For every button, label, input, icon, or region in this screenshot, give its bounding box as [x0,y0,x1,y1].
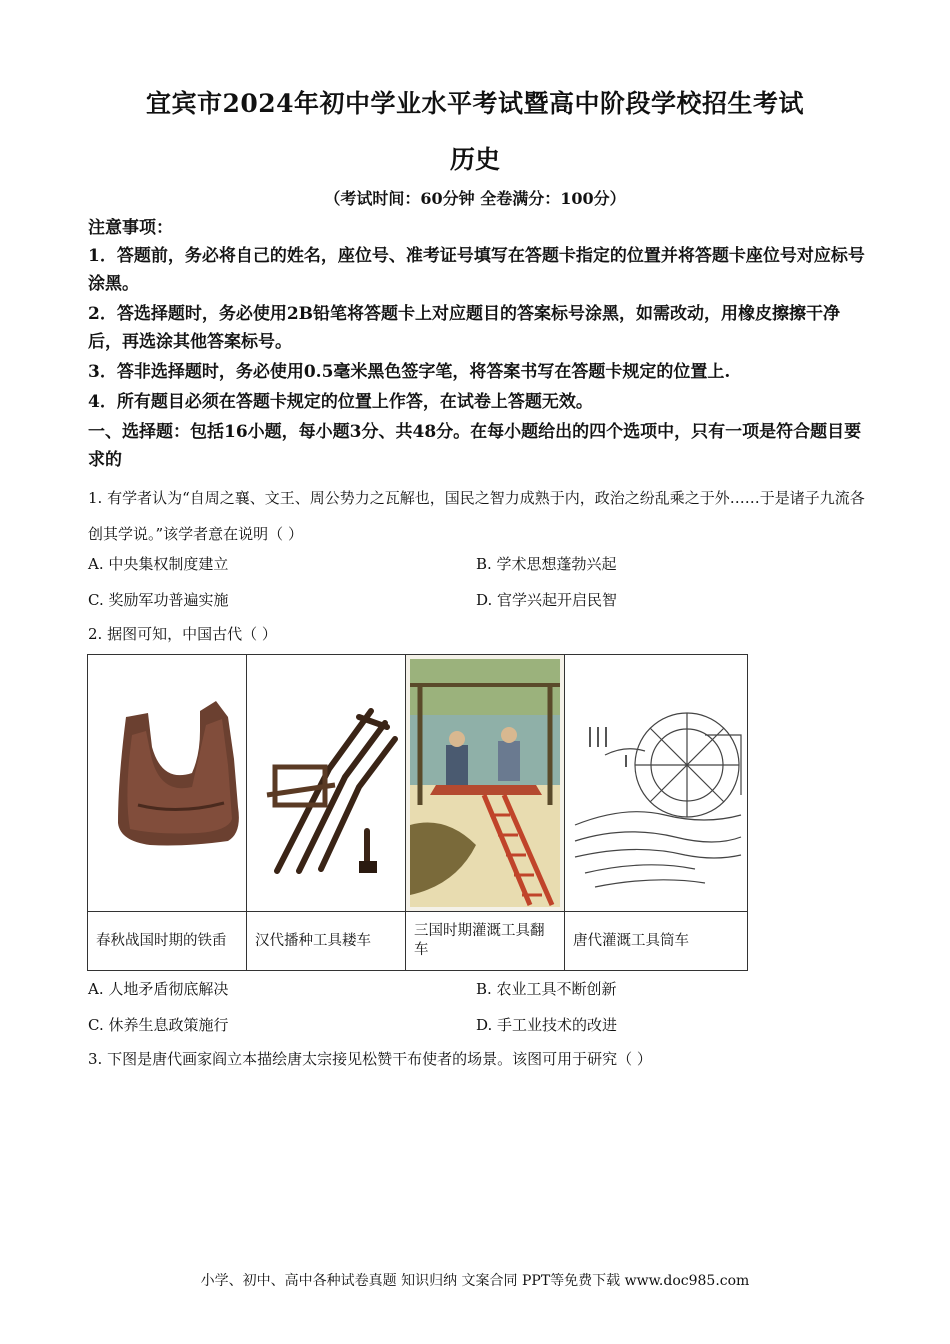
section-heading: 一、选择题：包括16小题，每小题3分、共48分。在每小题给出的四个选项中，只有一项是符合题目要求的 [88,422,862,470]
square-pallet-pump-image [406,655,565,912]
question-2-option-d[interactable]: D. 手工业技术的改进 [476,1016,618,1034]
question-1-option-a[interactable]: A. 中央集权制度建立 [88,555,229,573]
notice-item-2: 2．答选择题时，务必使用2B铅笔将答题卡上对应题目的答案标号涂黑，如需改动，用橡皮擦擦干净后，再选涂其他答案标号。 [88,304,841,352]
question-1-option-b[interactable]: B. 学术思想蓬勃兴起 [476,555,617,573]
question-2-option-b[interactable]: B. 农业工具不断创新 [476,980,617,998]
question-3-stem: 3. 下图是唐代画家阎立本描绘唐太宗接见松赞干布使者的场景。该图可用于研究（ ） [88,1050,652,1068]
figure-caption-2: 汉代播种工具耧车 [247,912,406,971]
notice-item-4: 4．所有题目必须在答题卡规定的位置上作答，在试卷上答题无效。 [88,392,593,412]
exam-title: 宜宾市2024年初中学业水平考试暨高中阶段学校招生考试 [145,89,805,118]
question-1-stem: 1. 有学者认为“自周之襄、文王、周公势力之瓦解也，国民之智力成熟于内，政治之纷乱乘之于外……于是诸子九流各创其学说。”该学者意在说明（ ） [88,489,865,543]
question-2-option-c[interactable]: C. 休养生息政策施行 [88,1016,229,1034]
question-1-option-c[interactable]: C. 奖励军功普遍实施 [88,591,229,609]
exam-info: （考试时间：60分钟 全卷满分：100分） [324,189,626,208]
question-1-option-d[interactable]: D. 官学兴起开启民智 [476,591,618,609]
figure-caption-4: 唐代灌溉工具筒车 [565,912,748,971]
question-2-stem: 2. 据图可知，中国古代（ ） [88,625,277,643]
question-2-option-a[interactable]: A. 人地矛盾彻底解决 [88,980,229,998]
notice-item-1: 1．答题前，务必将自己的姓名，座位号、准考证号填写在答题卡指定的位置并将答题卡座位号对应标号涂黑。 [88,246,865,294]
notice-heading: 注意事项： [88,218,173,238]
subject-title: 历史 [449,145,500,174]
seed-drill-image [247,655,406,912]
figure-caption-3: 三国时期灌溉工具翻车 [406,912,565,971]
notice-item-3: 3．答非选择题时，务必使用0.5毫米黑色签字笔，将答案书写在答题卡规定的位置上. [88,362,731,382]
question-2-figure-table [87,654,748,971]
page-footer: 小学、初中、高中各种试卷真题 知识归纳 文案合同 PPT等免费下载 www.doc985.com [200,1273,750,1289]
water-wheel-image [565,655,748,912]
figure-caption-1: 春秋战国时期的铁臿 [88,912,247,971]
iron-spade-image [88,655,247,912]
